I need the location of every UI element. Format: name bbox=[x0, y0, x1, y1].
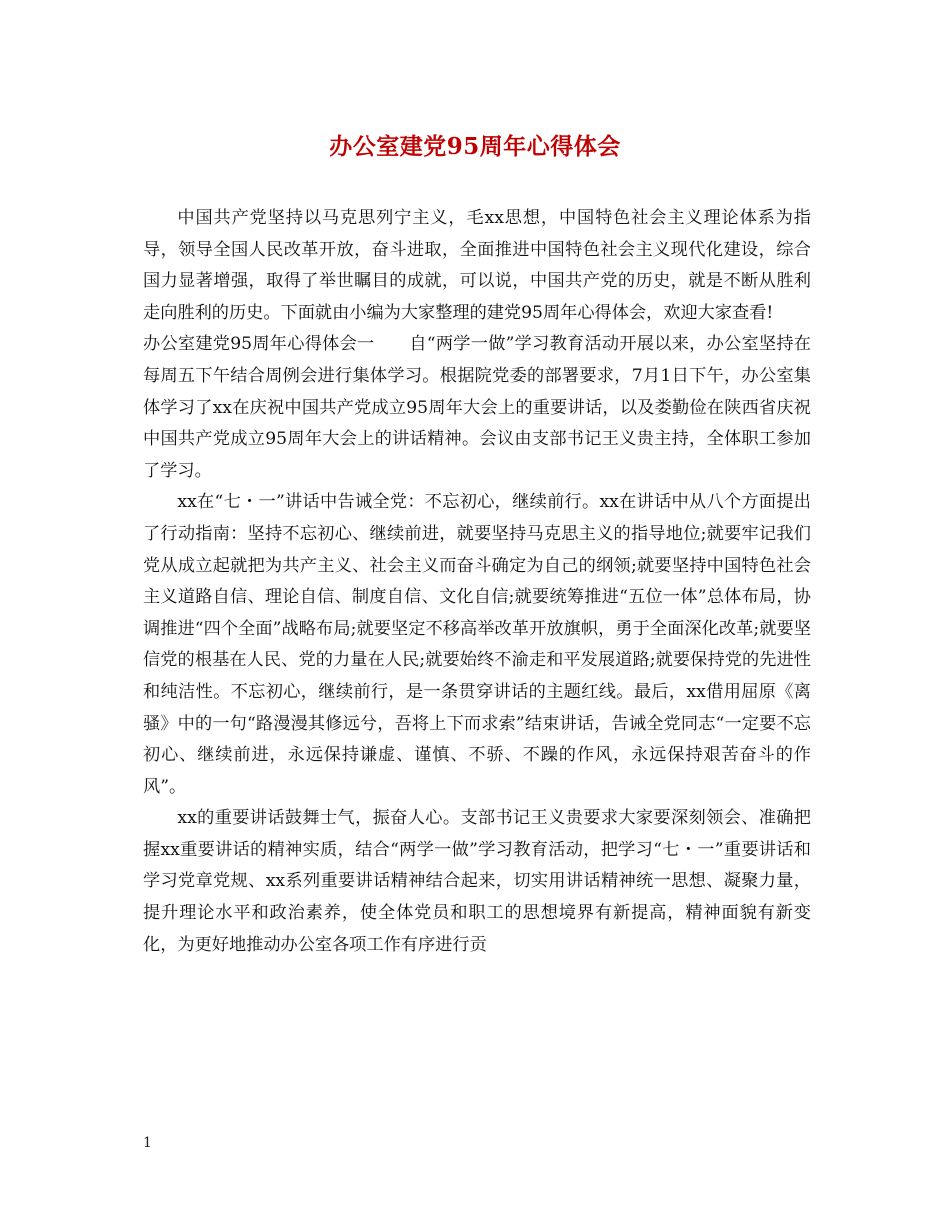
speech-summary-paragraph: xx在“七・一”讲话中告诫全党：不忘初心，继续前行。xx在讲话中从八个方面提出了行动指南：坚持不忘初心、继续前进，就要坚持马克思主义的指导地位;就要牢记我们党从成立起就把为共产主义、社会主义而奋斗确定为自己的纲领;就要坚持中国特色社会主义道路自信、理论自信、制度自信、文化自信;就要统筹推进“五位一体”总体布局，协调推进“四个全面”战略布局;就要坚定不移高举改革开放旗帜，勇于全面深化改革;就要坚信党的根基在人民、党的力量在人民;就要始终不渝走和平发展道路;就要保持党的先进性和纯洁性。不忘初心，继续前行，是一条贯穿讲话的主题红线。最后，xx借用屈原《离骚》中的一句“路漫漫其修远兮，吾将上下而求索”结束讲话，告诫全党同志“一定要不忘初心、继续前进，永远保持谦虚、谨慎、不骄、不躁的作风，永远保持艰苦奋斗的作风”。 bbox=[143, 492, 811, 797]
section-one-paragraph: 办公室建党95周年心得体会一 自“两学一做”学习教育活动开展以来，办公室坚持在每周五下午结合周例会进行集体学习。根据院党委的部署要求，7月1日下午，办公室集体学习了xx在庆祝中国共产党成立95周年大会上的重要讲话，以及娄勤俭在陕西省庆祝中国共产党成立95周年大会上的讲话精神。会议由支部书记王义贵主持，全体职工参加了学习。 bbox=[143, 334, 811, 481]
document-body bbox=[143, 203, 811, 961]
study-requirement-paragraph: xx的重要讲话鼓舞士气，振奋人心。支部书记王义贵要求大家要深刻领会、准确把握xx重要讲话的精神实质，结合“两学一做”学习教育活动，把学习“七・一”重要讲话和学习党章党规、xx系列重要讲话精神结合起来，切实用讲话精神统一思想、凝聚力量，提升理论水平和政治素养，使全体党员和职工的思想境界有新提高，精神面貌有新变化，为更好地推动办公室各项工作有序进行贡 bbox=[143, 808, 811, 955]
page-number: 1 bbox=[143, 1135, 152, 1151]
intro-paragraph: 中国共产党坚持以马克思列宁主义，毛xx思想，中国特色社会主义理论体系为指导，领导全国人民改革开放，奋斗进取，全面推进中国特色社会主义现代化建设，综合国力显著增强，取得了举世瞩目的成就，可以说，中国共产党的历史，就是不断从胜利走向胜利的历史。下面就由小编为大家整理的建党95周年心得体会，欢迎大家查看! bbox=[143, 208, 811, 323]
document-title: 办公室建党95周年心得体会 bbox=[329, 133, 621, 160]
